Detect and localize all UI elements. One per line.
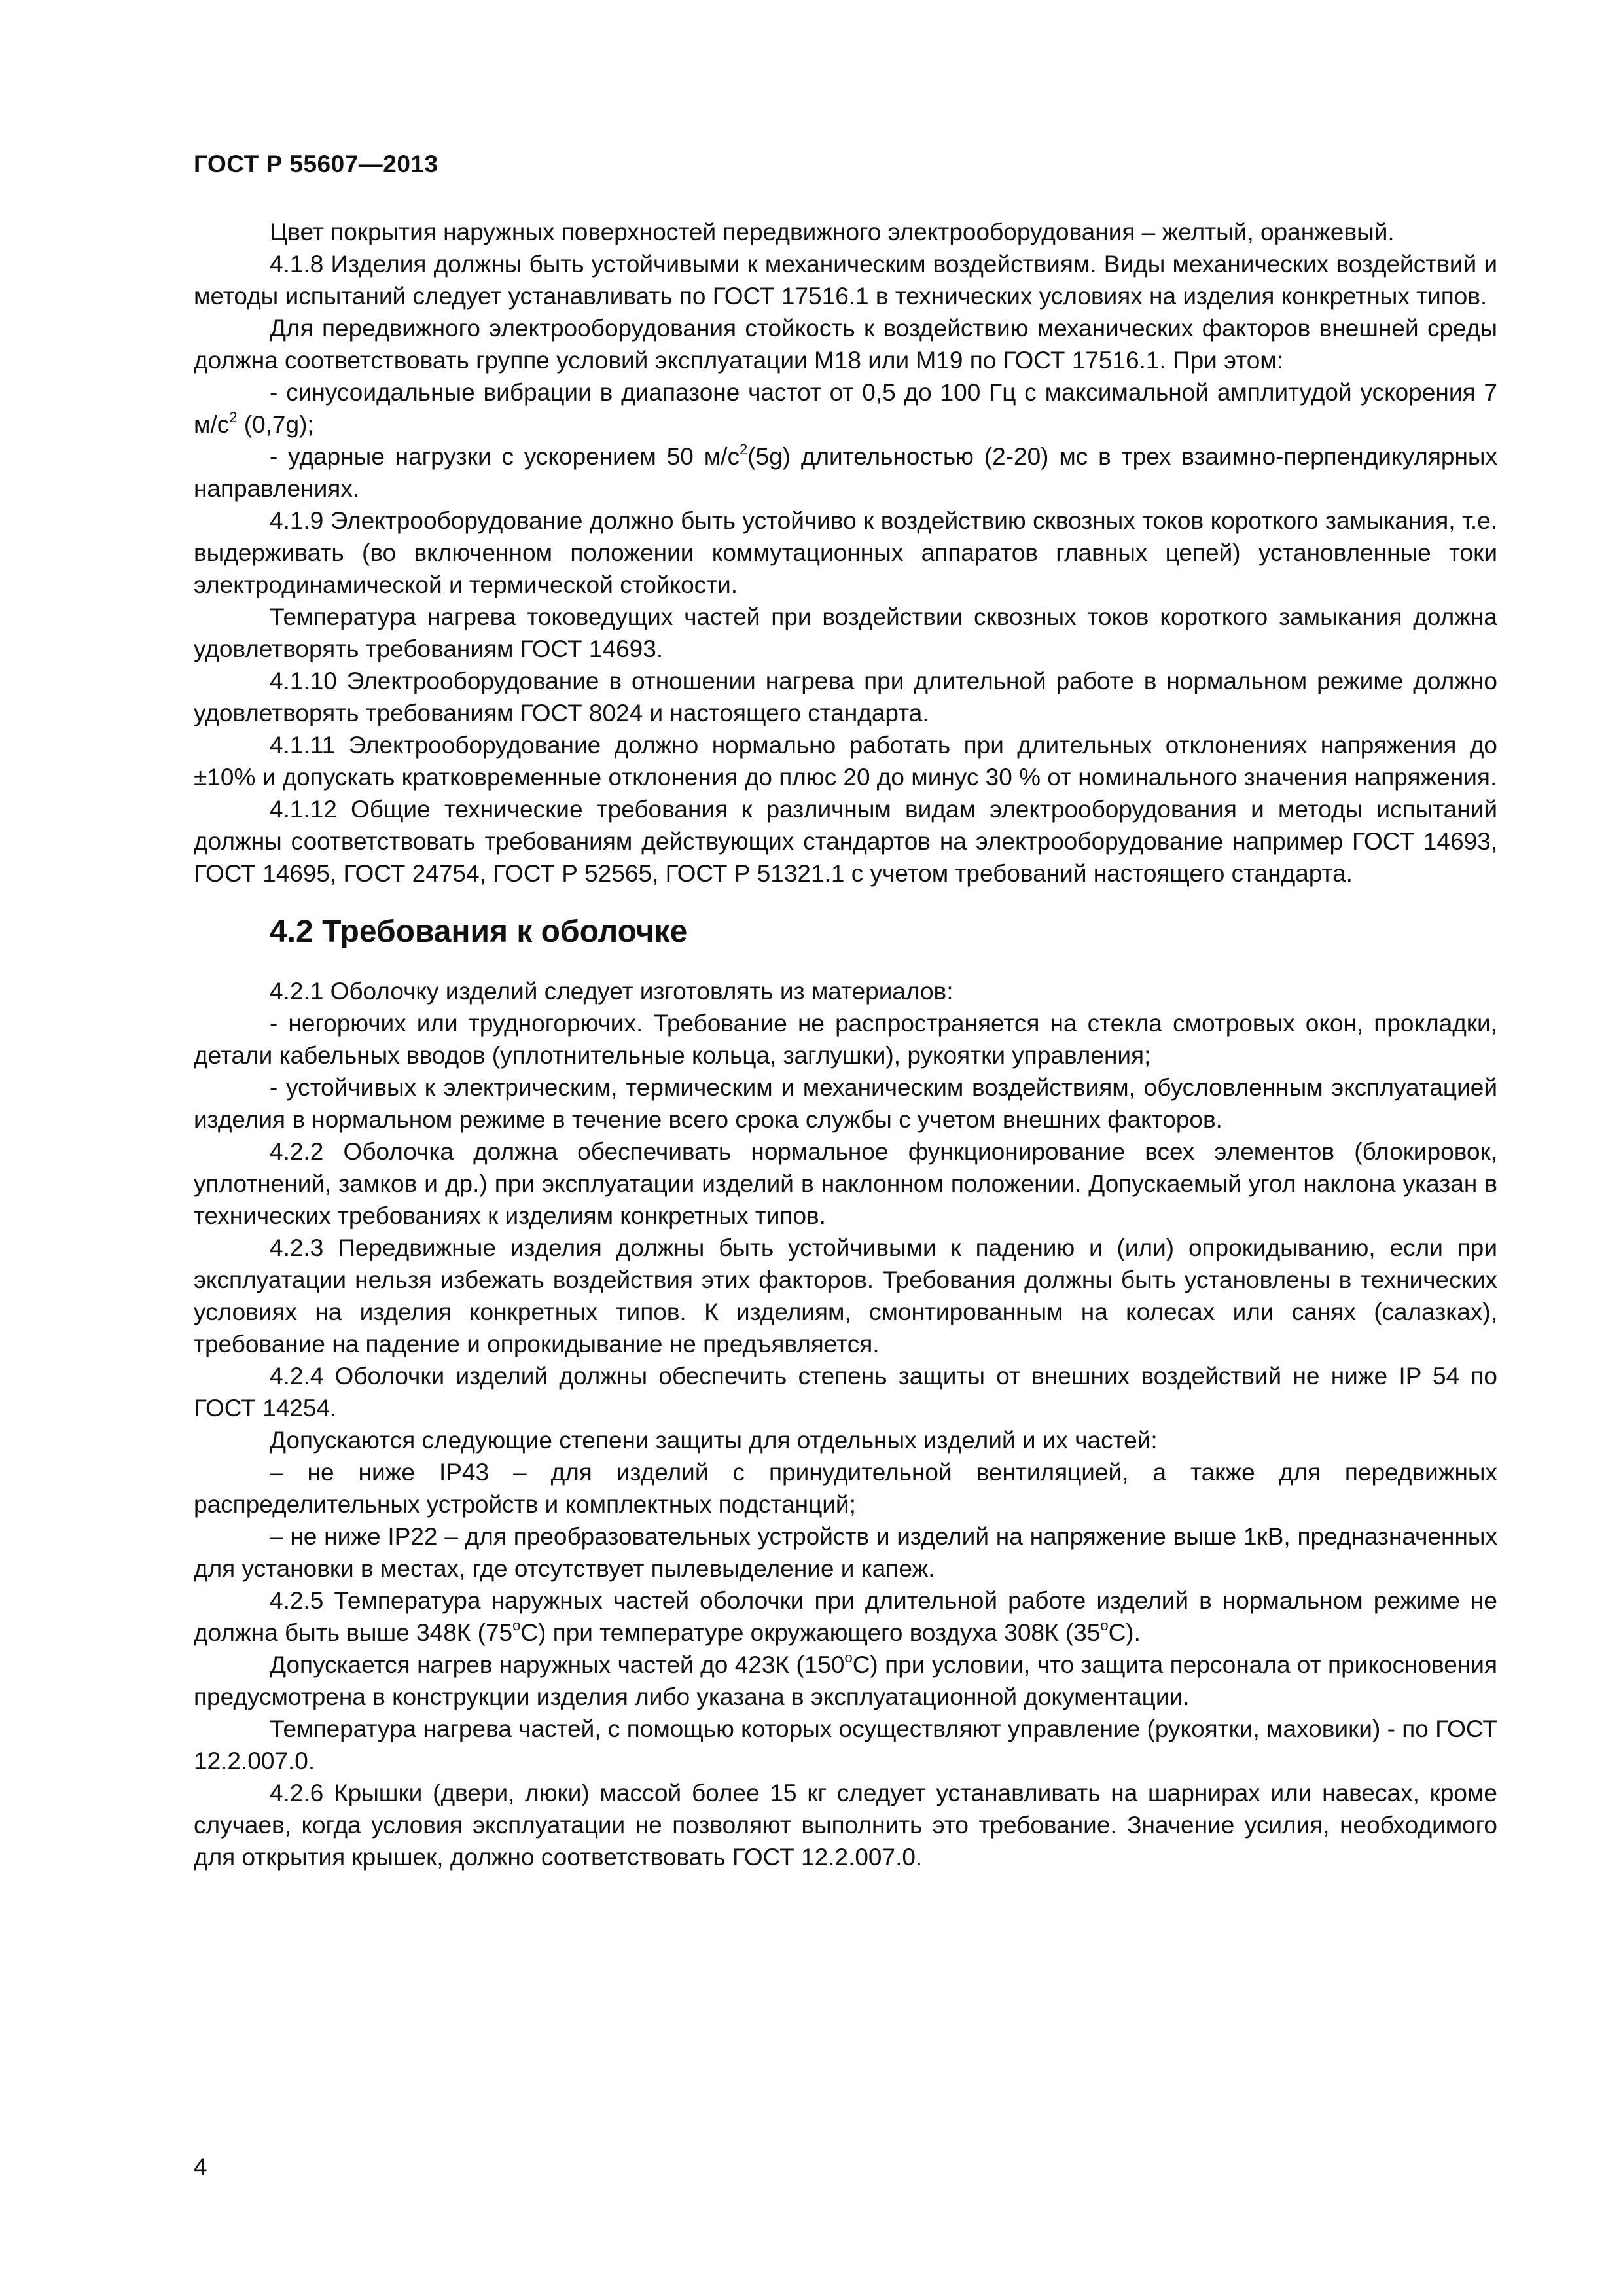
text-run: - синусоидальные вибрации в диапазоне частот от 0,5 до 100 Гц с максимальной амплитудой ускорения 7 м/с	[194, 379, 1497, 438]
paragraph: – не ниже IP22 – для преобразовательных устройств и изделий на напряжение выше 1кВ, предназначенных для установки в местах, где отсутствует пылевыделение и капеж.	[194, 1523, 1497, 1582]
superscript: 2	[739, 441, 748, 457]
text-run: Допускается нагрев наружных частей до 423К (150	[270, 1651, 845, 1678]
paragraph: Температура нагрева токоведущих частей при воздействии сквозных токов короткого замыкания должна удовлетворять требованиям ГОСТ 14693.	[194, 603, 1497, 662]
paragraph: - негорючих или трудногорючих. Требование не распространяется на стекла смотровых окон, прокладки, детали кабельных вводов (уплотнительные кольца, заглушки), рукоятки управления;	[194, 1010, 1497, 1069]
superscript: 2	[229, 409, 238, 425]
text-run: - ударные нагрузки с ускорением 50 м/с	[270, 443, 740, 470]
paragraph: – не ниже IP43 – для изделий с принудительной вентиляцией, а также для передвижных распределительных устройств и комплектных подстанций;	[194, 1459, 1497, 1518]
text-run: (0,7g);	[237, 411, 314, 438]
section-heading: 4.2 Требования к оболочке	[270, 914, 688, 949]
paragraph: 4.1.12 Общие технические требования к различным видам электрооборудования и методы испытаний должны соответствовать требованиям действующих стандартов на электрооборудование например ГОСТ 14693, ГОСТ 14695, ГОСТ 24754, ГОСТ Р 52565, ГОСТ Р 51321.1 с учетом требований настоящего стандарта.	[194, 796, 1497, 887]
paragraph: Цвет покрытия наружных поверхностей передвижного электрооборудования – желтый, оранжевый.	[270, 219, 1395, 245]
paragraph: 4.2.4 Оболочки изделий должны обеспечить степень защиты от внешних воздействий не ниже IP 54 по ГОСТ 14254.	[194, 1363, 1497, 1422]
paragraph: 4.1.10 Электрооборудование в отношении нагрева при длительной работе в нормальном режиме должно удовлетворять требованиям ГОСТ 8024 и настоящего стандарта.	[194, 668, 1497, 726]
paragraph: 4.1.9 Электрооборудование должно быть устойчиво к воздействию сквозных токов короткого замыкания, т.е. выдерживать (во включенном положении коммутационных аппаратов главных цепей) установленные токи электродинамической и термической стойкости.	[194, 507, 1497, 598]
text-run: С).	[1108, 1619, 1141, 1646]
document-body	[194, 216, 1497, 1873]
paragraph-heating	[194, 1649, 1497, 1713]
text-run: С) при температуре окружающего воздуха 308К (35	[520, 1619, 1101, 1646]
document-code-header: ГОСТ Р 55607—2013	[194, 151, 438, 177]
superscript: о	[844, 1649, 853, 1666]
paragraph: 4.1.8 Изделия должны быть устойчивыми к механическим воздействиям. Виды механических воздействий и методы испытаний следует устанавливать по ГОСТ 17516.1 в технических условиях на изделия конкретных типов.	[194, 251, 1497, 310]
text-run: С) при условии, что защита персонала от прикосновения предусмотрена в конструкции изделия либо указана в эксплуатационной документации.	[194, 1651, 1497, 1710]
paragraph: - устойчивых к электрическим, термическим и механическим воздействиям, обусловленным эксплуатацией изделия в нормальном режиме в течение всего срока службы с учетом внешних факторов.	[194, 1074, 1497, 1133]
paragraph-vibration	[194, 376, 1497, 440]
paragraph: 4.2.6 Крышки (двери, люки) массой более 15 кг следует устанавливать на шарнирах или навесах, кроме случаев, когда условия эксплуатации не позволяют выполнить это требование. Значение усилия, необходимого для открытия крышек, должно соответствовать ГОСТ 12.2.007.0.	[194, 1780, 1497, 1871]
paragraph: Для передвижного электрооборудования стойкость к воздействию механических факторов внешней среды должна соответствовать группе условий эксплуатации М18 или М19 по ГОСТ 17516.1. При этом:	[194, 315, 1497, 374]
text-run: 4.2.5 Температура наружных частей оболочки при длительной работе изделий в нормальном режиме не должна быть выше 348К (75	[194, 1587, 1497, 1646]
paragraph-shock	[194, 440, 1497, 505]
text-run: (5g) длительностью (2-20) мс в трех взаимно-перпендикулярных направлениях.	[194, 443, 1497, 502]
paragraph: 4.2.3 Передвижные изделия должны быть устойчивыми к падению и (или) опрокидыванию, если при эксплуатации нельзя избежать воздействия этих факторов. Требования должны быть установлены в технических условиях на изделия конкретных типов. К изделиям, смонтированным на колесах или санях (салазках), требование на падение и опрокидывание не предъявляется.	[194, 1234, 1497, 1357]
paragraph-temperature	[194, 1585, 1497, 1649]
paragraph: 4.2.1 Оболочку изделий следует изготовлять из материалов:	[270, 978, 954, 1005]
paragraph: 4.2.2 Оболочка должна обеспечивать нормальное функционирование всех элементов (блокировок, уплотнений, замков и др.) при эксплуатации изделий в наклонном положении. Допускаемый угол наклона указан в технических требованиях к изделиям конкретных типов.	[194, 1138, 1497, 1229]
superscript: о	[1100, 1617, 1109, 1634]
paragraph: Температура нагрева частей, с помощью которых осуществляют управление (рукоятки, маховики) - по ГОСТ 12.2.007.0.	[194, 1715, 1497, 1774]
paragraph: 4.1.11 Электрооборудование должно нормально работать при длительных отклонениях напряжения до ±10% и допускать кратковременные отклонения до плюс 20 до минус 30 % от номинального значения напряжения.	[194, 732, 1497, 791]
page-number: 4	[194, 2153, 207, 2180]
paragraph: Допускаются следующие степени защиты для отдельных изделий и их частей:	[270, 1427, 1158, 1454]
superscript: о	[512, 1617, 521, 1634]
